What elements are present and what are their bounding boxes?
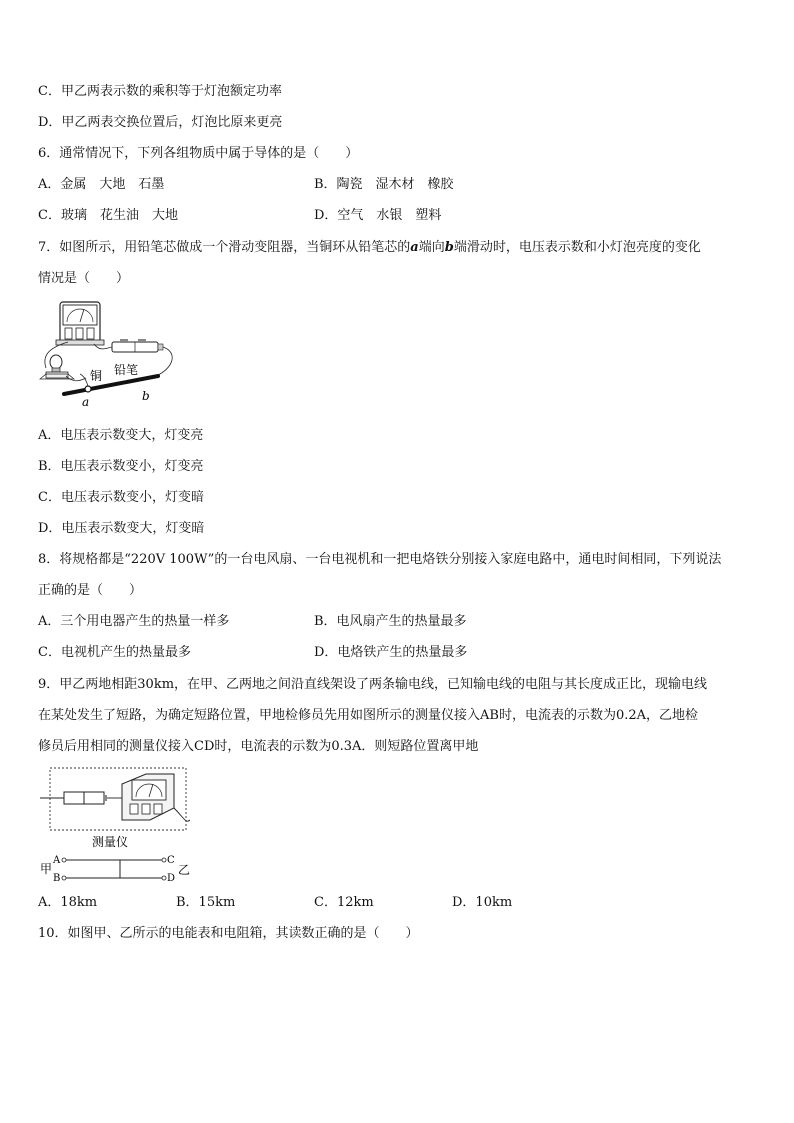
battery-icon xyxy=(112,339,163,352)
q6-option-d: D．空气 水银 塑料 xyxy=(314,208,442,223)
q8-option-d: D．电烙铁产生的热量最多 xyxy=(314,645,468,660)
battery-cells-icon xyxy=(64,792,107,804)
label-pencil: 铅笔 xyxy=(114,363,139,377)
q6-option-c: C．玻璃 花生油 大地 xyxy=(38,208,178,223)
label-jia: 甲 xyxy=(40,862,53,876)
transmission-lines xyxy=(62,858,166,880)
copper-ring xyxy=(85,386,91,392)
instrument-caption: 测量仪 xyxy=(92,835,129,849)
q7-option-b: B．电压表示数变小，灯变亮 xyxy=(38,459,204,474)
ammeter-icon xyxy=(122,774,174,820)
q8-stem-line1: 8．将规格都是“220V 100W”的一台电风扇、一台电视机和一把电烙铁分别接入家庭电路中，通电时间相同，下列说法 xyxy=(38,552,722,567)
label-D: D xyxy=(167,873,176,884)
q9-option-a: A．18km xyxy=(38,895,98,910)
label-a: a xyxy=(82,395,90,408)
label-yi: 乙 xyxy=(178,863,191,877)
label-C: C xyxy=(167,855,175,866)
q9-stem-line2: 在某处发生了短路，为确定短路位置，甲地检修员先用如图所示的测量仪接入AB时，电流表的示数为0.2A，乙地检 xyxy=(38,708,699,723)
q9-option-b: B．15km xyxy=(176,895,236,910)
q7-stem-line1: 7．如图所示，用铅笔芯做成一个滑动变阻器，当铜环从铅笔芯的a端向b端滑动时，电压表示数和小灯泡亮度的变化 xyxy=(38,240,701,255)
q9-stem-line3: 修员后用相同的测量仪接入CD时，电流表的示数为0.3A．则短路位置离甲地 xyxy=(38,739,479,754)
label-copper: 铜 xyxy=(90,369,103,383)
q7-option-d: D．电压表示数变大，灯变暗 xyxy=(38,521,205,536)
q8-stem-line2: 正确的是（ ） xyxy=(38,583,143,598)
q8-option-b: B．电风扇产生的热量最多 xyxy=(314,614,467,629)
q7-stem-b: b xyxy=(444,240,454,255)
q7-circuit-figure xyxy=(38,296,178,408)
q10-stem: 10．如图甲、乙所示的电能表和电阻箱，其读数正确的是（ ） xyxy=(38,926,419,941)
label-B: B xyxy=(53,873,61,884)
q9-option-c: C．12km xyxy=(314,895,374,910)
q5-option-c: C．甲乙两表示数的乘积等于灯泡额定功率 xyxy=(38,84,282,99)
q8-option-a: A．三个用电器产生的热量一样多 xyxy=(38,614,230,629)
q9-stem-line1: 9．甲乙两地相距30km，在甲、乙两地之间沿直线架设了两条输电线，已知输电线的电阻与其长度成正比，现输电线 xyxy=(38,677,708,692)
q5-option-d: D．甲乙两表交换位置后，灯泡比原来更亮 xyxy=(38,115,283,130)
q9-option-d: D．10km xyxy=(452,895,513,910)
q7-stem-line2: 情况是（ ） xyxy=(38,271,130,286)
q7-option-c: C．电压表示数变小，灯变暗 xyxy=(38,490,204,505)
q6-option-a: A．金属 大地 石墨 xyxy=(38,177,165,192)
label-b: b xyxy=(142,389,150,403)
voltmeter-icon xyxy=(56,302,104,345)
q8-option-c: C．电视机产生的热量最多 xyxy=(38,645,191,660)
q7-option-a: A．电压表示数变大，灯变亮 xyxy=(38,428,204,443)
label-A: A xyxy=(53,855,61,866)
q7-stem-a: a xyxy=(410,240,419,255)
q6-stem: 6．通常情况下，下列各组物质中属于导体的是（ ） xyxy=(38,146,359,161)
q6-option-b: B．陶瓷 湿木材 橡胶 xyxy=(314,177,454,192)
q9-measurement-figure xyxy=(38,764,198,888)
